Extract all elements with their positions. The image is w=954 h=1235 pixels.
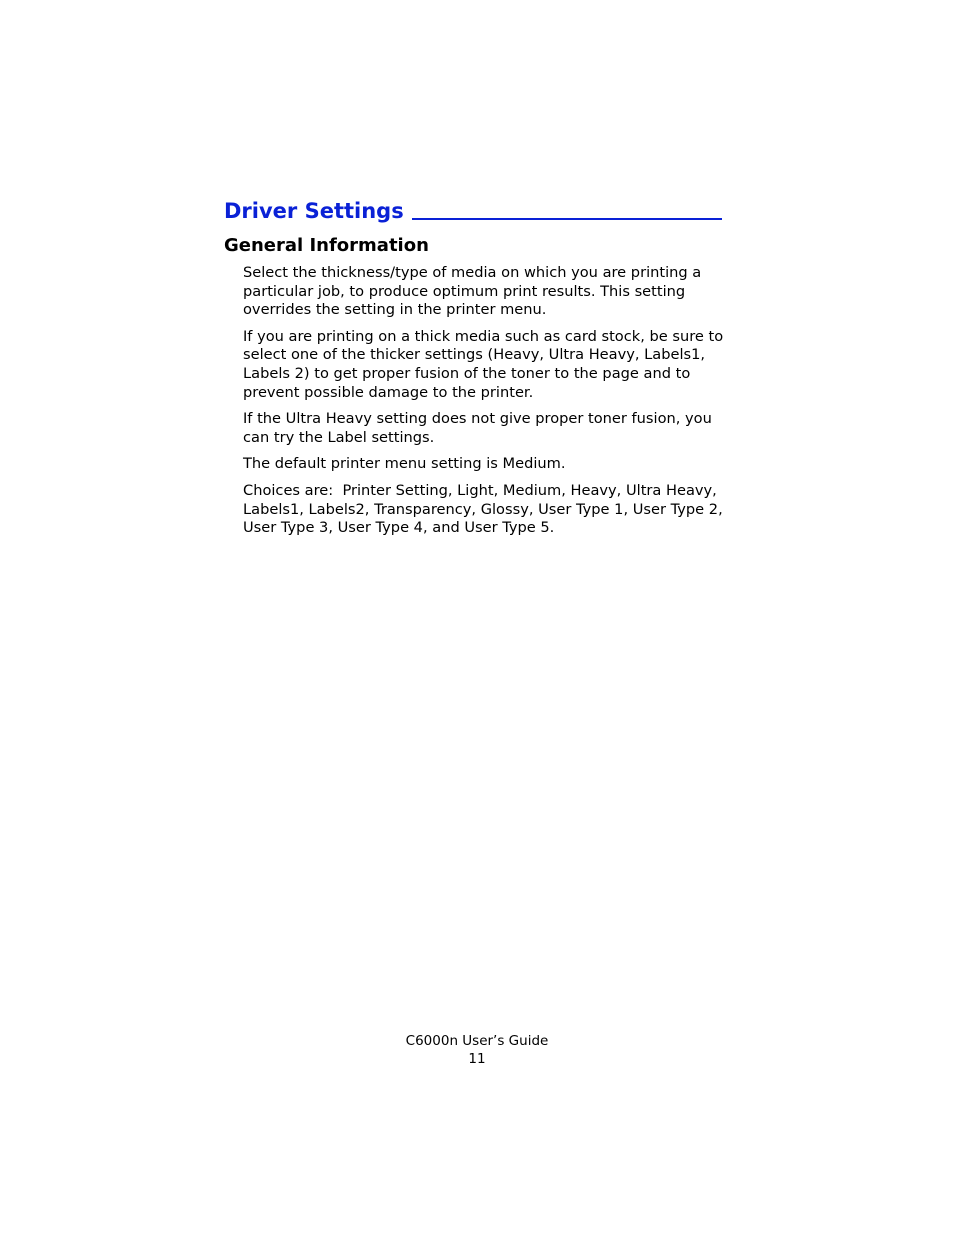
- body-text: [243, 264, 731, 546]
- paragraph-thick-media: If you are printing on a thick media such as card stock, be sure to select one of the thicker settings (Heavy, Ultra Heavy, Labels1, Labels 2) to get proper fusion of the toner to the page and to prevent possible damage to the printer.: [243, 327, 724, 401]
- page-title: [224, 196, 728, 226]
- paragraph-ultra-heavy: If the Ultra Heavy setting does not give proper toner fusion, you can try the Label settings.: [243, 410, 712, 446]
- footer-page-number: 11: [468, 1050, 486, 1067]
- footer-guide-title: C6000n User’s Guide: [405, 1033, 549, 1049]
- paragraph-media-type: Select the thickness/type of media on which you are printing a particular job, to produce optimum print results. This setting overrides the setting in the printer menu.: [243, 264, 702, 319]
- page-footer: [0, 1033, 954, 1068]
- section-title: General Information: [224, 235, 429, 256]
- page-title-text: Driver Settings: [224, 199, 404, 223]
- heading-rule: [412, 218, 722, 220]
- paragraph-choices: Choices are: Printer Setting, Light, Medium, Heavy, Ultra Heavy, Labels1, Labels2, Transparency, Glossy, User Type 1, User Type 2, User Type 3, User Type 4, and User Type 5.: [243, 481, 728, 537]
- paragraph-default-setting: The default printer menu setting is Medium.: [243, 455, 566, 473]
